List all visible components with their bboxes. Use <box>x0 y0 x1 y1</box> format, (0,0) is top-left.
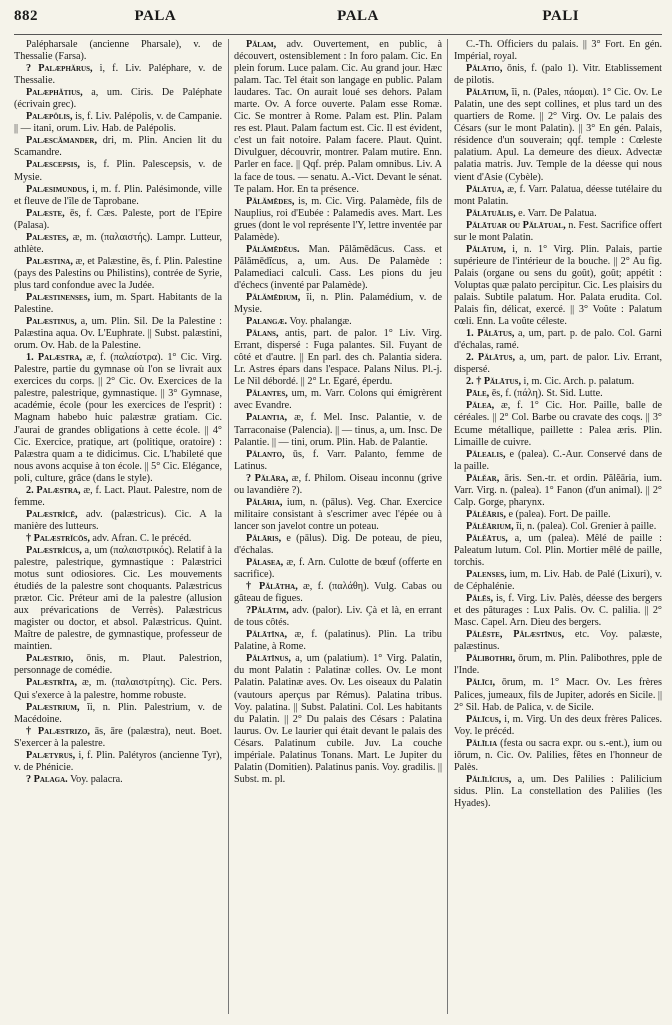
dictionary-entry <box>234 653 442 786</box>
entry-definition: a, um (palatium). 1° Virg. Palatin, du mont Palatin : Palatinæ colles. Ov. Le mont Palatin. Palatinæ aves. Ov. Les oiseaux du Palatin (vautours aperçus par Rémus). Palatina tribus. Voy. palatina. || Subst. Palatini. Col. Les habitants du Palatin. || 2° Du palais des Césars : Palatina laurus. Ov. Le laurier qui était devant le palais des Césars. Palatinum cubile. Juv. La couche impériale. Palatinus Tonans. Mart. Le Jupiter du Palatin (Domitien). Palatinus panis. Voy. gradilis. || Subst. m. pl. <box>234 653 442 785</box>
dictionary-entry <box>454 39 662 63</box>
entry-headword: Pălātio, <box>466 63 503 75</box>
entry-definition: etc. Voy. palæste, palæstinus. <box>454 629 662 653</box>
entry-headword: Palæstrīta, <box>26 677 78 689</box>
dictionary-entry <box>14 533 222 545</box>
entry-headword: Pălātum, <box>466 243 506 255</box>
entry-definition: ĭi, n. Plin. Palamédium, v. de Mysie. <box>234 291 442 316</box>
entry-definition: ēs, f. (πάλη). St. Sid. Lutte. <box>491 388 603 400</box>
running-header <box>14 8 662 35</box>
entry-headword: Pălămēdēus. <box>246 243 300 255</box>
entry-definition: Voy. phalangæ. <box>289 316 352 328</box>
entry-definition: ūs, f. Varr. Palanto, femme de Latinus. <box>234 448 443 472</box>
dictionary-entry <box>234 473 442 497</box>
entry-headword: 2. † Pălātus, <box>466 376 521 388</box>
entry-headword: Pălealis, <box>466 448 506 460</box>
entry-headword: Pălātua, <box>466 183 505 195</box>
guide-word-center: PALA <box>337 8 379 24</box>
page-number: 882 <box>14 8 38 24</box>
entry-headword: Pălasea, <box>246 557 284 569</box>
entry-headword: Palæstrĭcē, <box>26 508 78 520</box>
entry-definition: āris. Sen.-tr. et ordin. Pălĕāria, ium. Varr. Virg. n. (palea). 1° Fanon (d'un animal). || 2° Calp. Gorge, pharynx. <box>454 472 662 508</box>
entry-definition: a, um. Plin. Sil. De la Palestine : Palæstina aqua. Ov. L'Euphrate. || Subst. palæstini, orum. Ov. Hab. de la Palestine. <box>14 316 222 352</box>
dictionary-entry <box>454 388 662 400</box>
entry-headword: Pălātium, <box>466 87 509 99</box>
entry-headword: Palæstrĭcus, <box>26 544 82 556</box>
dictionary-entry <box>14 485 222 509</box>
entry-headword: Palæscepsis, <box>26 159 80 171</box>
dictionary-entry <box>454 509 662 521</box>
entry-headword: Pălĕātus, <box>466 532 508 544</box>
entry-definition: i, f. Plin. Palétyros (ancienne Tyr), v. de Phénicie. <box>14 749 222 773</box>
guide-word-right: PALI <box>542 8 580 24</box>
dictionary-entry <box>14 509 222 533</box>
entry-definition: æ, f. Lact. Plaut. Palestre, nom de femme. <box>14 484 222 508</box>
entry-headword: Pălīlia <box>466 737 498 749</box>
entry-definition: æ, m. (παλαιστής). Lampr. Lutteur, athlète. <box>14 231 222 255</box>
entry-definition: æ, f. (παλάθη). Vulg. Cabas ou gâteau de figues. <box>234 581 442 605</box>
entry-headword: Pălēste, Pălæstīnus, <box>466 629 565 641</box>
dictionary-entry <box>14 702 222 726</box>
dictionary-entry <box>14 63 222 87</box>
dictionary-entry <box>454 473 662 509</box>
dictionary-entry <box>454 87 662 183</box>
entry-headword: 1. Pălātus, <box>466 328 515 340</box>
entry-headword: Palenses, <box>466 569 507 581</box>
entry-definition: æ, f. (παλαίστρα). 1° Cic. Virg. Palestre, partie du gymnase où l'on se livrait aux exercices du corps. || 2° Cic. Ov. Exercices de la palestre, palestrique, gymnastique. || 3° Gymnase, académie, école (pour les exercices de l'esprit) : Magnam habebo huic palæstræ gratiam. Cic. J'aurai de grandes obligations à cette école. || 4° Cic. Exercice, pratique, art (politique, oratoire) : Palæstra quam a te didicimus. Cic. L'habileté que nous avons acquise à ton école. || 5° Cic. Elégance, poli, culture, grâce (dans le style). <box>14 352 222 484</box>
entry-definition: adv. Ouvertement, en public, à découvert, ostensiblement : In foro palam. Cic. En plein forum. Luce palam. Cic. Au grand jour. Hæc palam. Tac. Tel était son langage en public. Palam laudares. Tac. On aurait loué ses dehors. Palam marte. Ov. A force ouverte. Palam esse Romæ. Cic. Se montrer à Rome. Palam est. Plin. Palam res est. Plaut. Palam factum est. Cic. Il est évident, c'est un fait notoire. Palam facere. Plaut. Quint. Divulguer, découvrir, montrer. Palam mutire. Enn. Parler en face. || Qqf. prép. Palam omnibus. Liv. A la face de tous. — senatu. A.-Vict. Devant le sénat. Te palam. Hor. En ta présence. <box>234 39 442 195</box>
dictionary-entry <box>454 352 662 376</box>
entry-headword: Palæste, <box>26 207 65 219</box>
dictionary-entry <box>454 653 662 677</box>
entry-headword: Pălātuālis, <box>466 207 516 219</box>
column-right <box>454 39 662 1014</box>
entry-definition: ium, m. Spart. Habitants de la Palestine. <box>14 291 222 316</box>
entry-headword: ? Pălāra, <box>246 472 289 484</box>
dictionary-entry <box>234 39 442 196</box>
entry-definition: C.-Th. Officiers du palais. || 3° Fort. En gén. Impérial, royal. <box>454 39 662 63</box>
dictionary-entry <box>454 328 662 352</box>
entry-headword: Pălātīnus, <box>246 653 291 665</box>
entry-definition: ōrum, m. Plin. Palibothres, pple de l'Inde. <box>454 653 662 677</box>
entry-headword: Pălĕārium, <box>466 520 514 532</box>
entry-definition: ōrum, m. 1° Macr. Ov. Les frères Palices, jumeaux, fils de Jupiter, adorés en Sicile. || 2° Sil. Hab. de Palica, v. de Sicile. <box>454 677 662 713</box>
dictionary-entry <box>454 629 662 653</box>
entry-definition: Man. Pălămēdācus. Cass. et Pălămēdĭcus, a, um. Aus. De Palamède : Palamediaci calculi. Cass. Les pions du jeu d'échecs (inventé par Palamède). <box>234 243 443 291</box>
entry-headword: Pălibothri, <box>466 653 516 665</box>
entry-definition: æ, f. (palatinus). Plin. La tribu Palatine, à Rome. <box>234 629 442 653</box>
entry-headword: Pāle, <box>466 388 490 400</box>
entry-headword: † Palæstrizo, <box>26 725 90 737</box>
dictionary-entry <box>454 376 662 388</box>
entry-headword: Pălāria, <box>246 496 283 508</box>
dictionary-entry <box>234 533 442 557</box>
entry-headword: Pălămēdes, <box>246 195 295 207</box>
dictionary-entry <box>14 111 222 135</box>
entry-definition: æ, f. Varr. Palatua, déesse tutélaire du mont Palatin. <box>454 183 662 207</box>
entry-headword: † Pălātha, <box>246 581 298 593</box>
entry-headword: Palæscămander, <box>26 135 97 147</box>
dictionary-entry <box>454 593 662 629</box>
entry-headword: ? Palæphărus, <box>26 63 93 75</box>
dictionary-entry <box>14 653 222 677</box>
entry-definition: is, f. Liv. Palépolis, v. de Campanie. || — itani, orum. Liv. Hab. de Palépolis. <box>14 111 222 135</box>
dictionary-entry <box>234 557 442 581</box>
dictionary-entry <box>454 208 662 220</box>
entry-definition: ĭi, n. (Pales, πάομαι). 1° Cic. Ov. Le Palatin, une des sept collines, et plus tard un des quartiers de Rome. || 2° Virg. Ov. Le palais des Césars (sur le mont Palatin). || 3° En gén. Palais, résidence d'un souverain; qqf. temple : Cœleste palatium. Apul. La demeure des dieux. Advectæ palatia matris. Juv. Temple de la déesse qui nous vient d'Asie (Cybèle). <box>454 87 662 183</box>
entry-definition: n. Fest. Sacrifice offert sur le mont Palatin. <box>454 219 662 243</box>
entry-headword: 2. Palæstra, <box>26 484 81 496</box>
column-left <box>14 39 222 1014</box>
dictionary-entry <box>454 774 662 810</box>
entry-definition: adv. Afran. C. le précéd. <box>92 532 192 544</box>
entry-definition: a, um (palea). Mêlé de paille : Paleatum lutum. Col. Plin. Mortier mêlé de paille, torchis. <box>454 532 662 569</box>
dictionary-entry <box>234 581 442 605</box>
dictionary-entry <box>454 714 662 738</box>
entry-headword: Palæstrium, <box>26 701 80 713</box>
guide-word-left: PALA <box>134 8 177 24</box>
entry-definition: i, f. Liv. Paléphare, v. de Thessalie. <box>14 63 222 87</box>
dictionary-entry <box>14 352 222 485</box>
entry-definition: ĭi, n. Plin. Palestrium, v. de Macédoine. <box>14 701 222 725</box>
dictionary-entry <box>234 328 442 388</box>
entry-definition: i, n. 1° Virg. Plin. Palais, partie supérieure de l'intérieur de la bouche. || 2° Au fig. Palais (organe ou sens du goût), goût; appétit : Voluptas quæ palato percipitur. Cic. Les plaisirs du palais. Subtile palatum. Hor. Palata erudita. Col. Palais fin, délicat, exercé. || 3° Voûte : Palatum cœli. Enn. La voûte céleste. <box>454 243 662 328</box>
dictionary-entry <box>454 220 662 244</box>
dictionary-entry <box>14 159 222 183</box>
entry-definition: æ, et Palæstine, ēs, f. Plin. Palestine (pays des Palestins ou Philistins), contrée de Syrie, plus tard confondue avec la Judée. <box>14 255 222 291</box>
entry-headword: Pălīlĭcius, <box>466 773 512 785</box>
dictionary-entry <box>454 738 662 774</box>
dictionary-entry <box>14 232 222 256</box>
entry-definition: ium, n. (pālus). Veg. Char. Exercice militaire consistant à s'escrimer avec l'épée ou à lancer son javelot contre un poteau. <box>234 496 443 532</box>
entry-definition: e. Varr. De Palatua. <box>518 207 597 219</box>
entry-headword: † Palæstrĭcōs, <box>26 532 90 544</box>
entry-definition: i, m. f. Plin. Palésimonde, ville et fleuve de l'île de Taprobane. <box>14 183 222 207</box>
dictionary-entry <box>234 316 442 328</box>
dictionary-entry <box>14 774 222 786</box>
entry-definition: um, m. Varr. Colons qui émigrèrent avec Evandre. <box>234 388 442 412</box>
entry-definition: ĭi, n. (palea). Col. Grenier à paille. <box>516 520 657 532</box>
entry-headword: Pălantes, <box>246 388 288 400</box>
entry-definition: a, um. Des Palilies : Palilicium sidus. Plin. La constellation des Palilies (les Hyades). <box>454 773 662 809</box>
entry-headword: Pălanto, <box>246 448 285 460</box>
entry-definition: æ, f. Arn. Culotte de bœuf (offerte en sacrifice). <box>234 557 442 581</box>
entry-definition: ās, āre (palæstra), neut. Boet. S'exercer à la palestre. <box>14 725 222 749</box>
dictionary-entry <box>14 184 222 208</box>
entry-definition: Voy. palacra. <box>70 773 123 785</box>
entry-definition: i, m. Virg. Un des deux frères Palices. Voy. le précéd. <box>454 713 662 737</box>
dictionary-entry <box>454 400 662 448</box>
entry-definition: Palépharsale (ancienne Pharsale), v. de Thessalie (Farsa). <box>14 39 222 63</box>
entry-headword: Pălea, <box>466 400 495 412</box>
entry-definition: antis, part. de palor. 1° Liv. Virg. Errant, dispersé : Fuga palantes. Sil. Fuyant de côté et d'autre. || En parl. des ch. Palantia sidera. Lr. Astres épars dans l'espace. Palans Nilus. Pl.-j. Le Nil débordé. || 2° Lr. Egaré, éperdu. <box>234 328 442 388</box>
entry-definition: i, m. Cic. Arch. p. palatum. <box>523 376 635 388</box>
entry-headword: Pălĕar, <box>466 472 500 484</box>
entry-definition: a, um, part. de palor. Liv. Errant, dispersé. <box>454 352 662 376</box>
dictionary-entry <box>14 256 222 292</box>
dictionary-entry <box>234 412 442 448</box>
dictionary-entry <box>234 244 442 292</box>
entry-headword: Palæstinus, <box>26 316 77 328</box>
entry-headword: Pălātuar ou Pălātual, <box>466 219 566 231</box>
entry-definition: is, f. Virg. Liv. Palès, déesse des bergers et des pâturages : Lux Palis. Ov. C. palilia. || 2° Masc. Capel. Arn. Dieu des bergers. <box>454 593 662 629</box>
entry-definition: ium, m. Liv. Hab. de Palé (Lixuri), v. de Céphalénie. <box>454 569 662 593</box>
entry-definition: ōnis, m. Plaut. Palestrion, personnage de comédie. <box>14 653 222 677</box>
entry-headword: Pălam, <box>246 39 277 50</box>
entry-headword: 2. Pălātus, <box>466 352 516 364</box>
entry-headword: Pălāris, <box>246 532 282 544</box>
entry-headword: ?Pălātim, <box>246 605 289 617</box>
entry-headword: Palæstina, <box>26 255 73 267</box>
dictionary-entry <box>234 449 442 473</box>
entry-headword: Palæsimundus, <box>26 183 89 195</box>
dictionary-entry <box>234 629 442 653</box>
column-middle <box>228 39 448 1014</box>
dictionary-entry <box>14 316 222 352</box>
entry-headword: Palætyrus, <box>26 749 76 761</box>
entry-headword: Palæstes, <box>26 231 69 243</box>
dictionary-entry <box>14 292 222 316</box>
dictionary-entry <box>234 497 442 533</box>
entry-definition: a, um. Ciris. De Paléphate (écrivain grec). <box>14 87 222 111</box>
dictionary-entry <box>14 726 222 750</box>
entry-definition: æ, f. Philom. Oiseau inconnu (grive ou lavandière ?). <box>234 472 443 496</box>
entry-headword: Pălīci, <box>466 677 495 689</box>
entry-definition: æ, m. (παλαιστρίτης). Cic. Pers. Qui s'exerce à la palestre, homme robuste. <box>14 677 222 701</box>
dictionary-entry <box>454 184 662 208</box>
dictionary-entry <box>234 292 442 316</box>
entry-definition: æ, f. Mel. Insc. Palantie, v. de Tarraconaise (Palencia). || — tinus, a, um. Insc. De Palantie. || — tini, orum. Plin. Hab. de Palantie. <box>234 412 442 448</box>
entry-definition: dri, m. Plin. Ancien lit du Scamandre. <box>14 135 222 159</box>
dictionary-entry <box>454 521 662 533</box>
dictionary-entry <box>14 135 222 159</box>
dictionary-entry <box>234 605 442 629</box>
dictionary-entry <box>454 244 662 328</box>
entry-headword: Palangæ. <box>246 316 288 328</box>
entry-headword: Pălēs, <box>466 593 494 605</box>
entry-definition: is, m. Cic. Virg. Palamède, fils de Nauplius, roi d'Eubée : Palamedis aves. Mart. Les grues (dont le vol représente l'Y, lettre inventée par Palamède). <box>234 195 442 243</box>
dictionary-entry <box>234 196 442 244</box>
entry-headword: Palæstinenses, <box>26 291 91 303</box>
entry-definition: a, um (παλαιστρικός). Relatif à la palestre, palestrique, gymnastique : Palæstrici motus sunt odiosiores. Cic. Les mouvements étudiés de la palestre sont choquants. Palæstricus prætor. Cic. Préteur ami de la palestre (allusion aux prévarications de Verrès). Palæstricus magister ou doctor, et absol. Palæstricus. Quint. Maître de palestre, de gymnastique, professeur de maintien. <box>14 544 222 653</box>
entry-headword: Pălātīna, <box>246 629 288 641</box>
dictionary-entry <box>14 677 222 701</box>
dictionary-entry <box>234 388 442 412</box>
entry-definition: a, um, part. p. de palo. Col. Garni d'échalas, ramé. <box>454 328 662 352</box>
entry-definition: (festa ou sacra expr. ou s.-ent.), ium ou iōrum, n. Cic. Ov. Palilies, fêtes en l'honneur de Palès. <box>454 737 662 773</box>
entry-definition: æ, f. 1° Cic. Hor. Paille, balle de céréales. || 2° Col. Barbe ou cravate des coqs. || 3° Ecume métallique, paillette : Palea æris. Plin. Limaille de cuivre. <box>454 400 662 448</box>
entry-headword: Pălīcus, <box>466 713 502 725</box>
entry-definition: ēs, f. Cæs. Paleste, port de l'Epire (Palasa). <box>14 207 222 231</box>
dictionary-entry <box>454 449 662 473</box>
entry-headword: Palæphătius, <box>26 87 83 99</box>
dictionary-entry <box>454 569 662 593</box>
entry-headword: Pălămēdium, <box>246 291 301 303</box>
entry-definition: is, f. Plin. Palescepsis, v. de Mysie. <box>14 159 222 183</box>
entry-definition: ōnis, f. (palo 1). Vitr. Etablissement de pilotis. <box>454 63 662 87</box>
entry-definition: adv. (palor). Liv. Çà et là, en errant de tous côtés. <box>234 605 443 629</box>
entry-definition: e (pālus). Dig. De poteau, de pieu, d'échalas. <box>234 532 443 556</box>
dictionary-entry <box>454 677 662 713</box>
entry-headword: ? Palaga. <box>26 773 68 785</box>
entry-headword: Pălans, <box>246 328 279 340</box>
dictionary-entry <box>14 87 222 111</box>
dictionary-entry <box>14 39 222 63</box>
entry-definition: adv. (palæstricus). Cic. A la manière des lutteurs. <box>14 508 222 532</box>
dictionary-entry <box>454 533 662 569</box>
entry-definition: e (palea). Fort. De paille. <box>508 508 611 520</box>
entry-headword: Palæpŏlis, <box>26 111 73 123</box>
dictionary-entry <box>14 208 222 232</box>
dictionary-entry <box>14 545 222 653</box>
dictionary-entry <box>14 750 222 774</box>
entry-headword: Pălĕāris, <box>466 508 506 520</box>
entry-headword: Palantia, <box>246 412 288 424</box>
entry-headword: 1. Palæstra, <box>26 352 83 364</box>
entry-definition: e (palea). C.-Aur. Conservé dans de la paille. <box>454 448 662 472</box>
columns <box>14 39 662 1014</box>
dictionary-entry <box>454 63 662 87</box>
entry-headword: Palæstrio, <box>26 653 74 665</box>
